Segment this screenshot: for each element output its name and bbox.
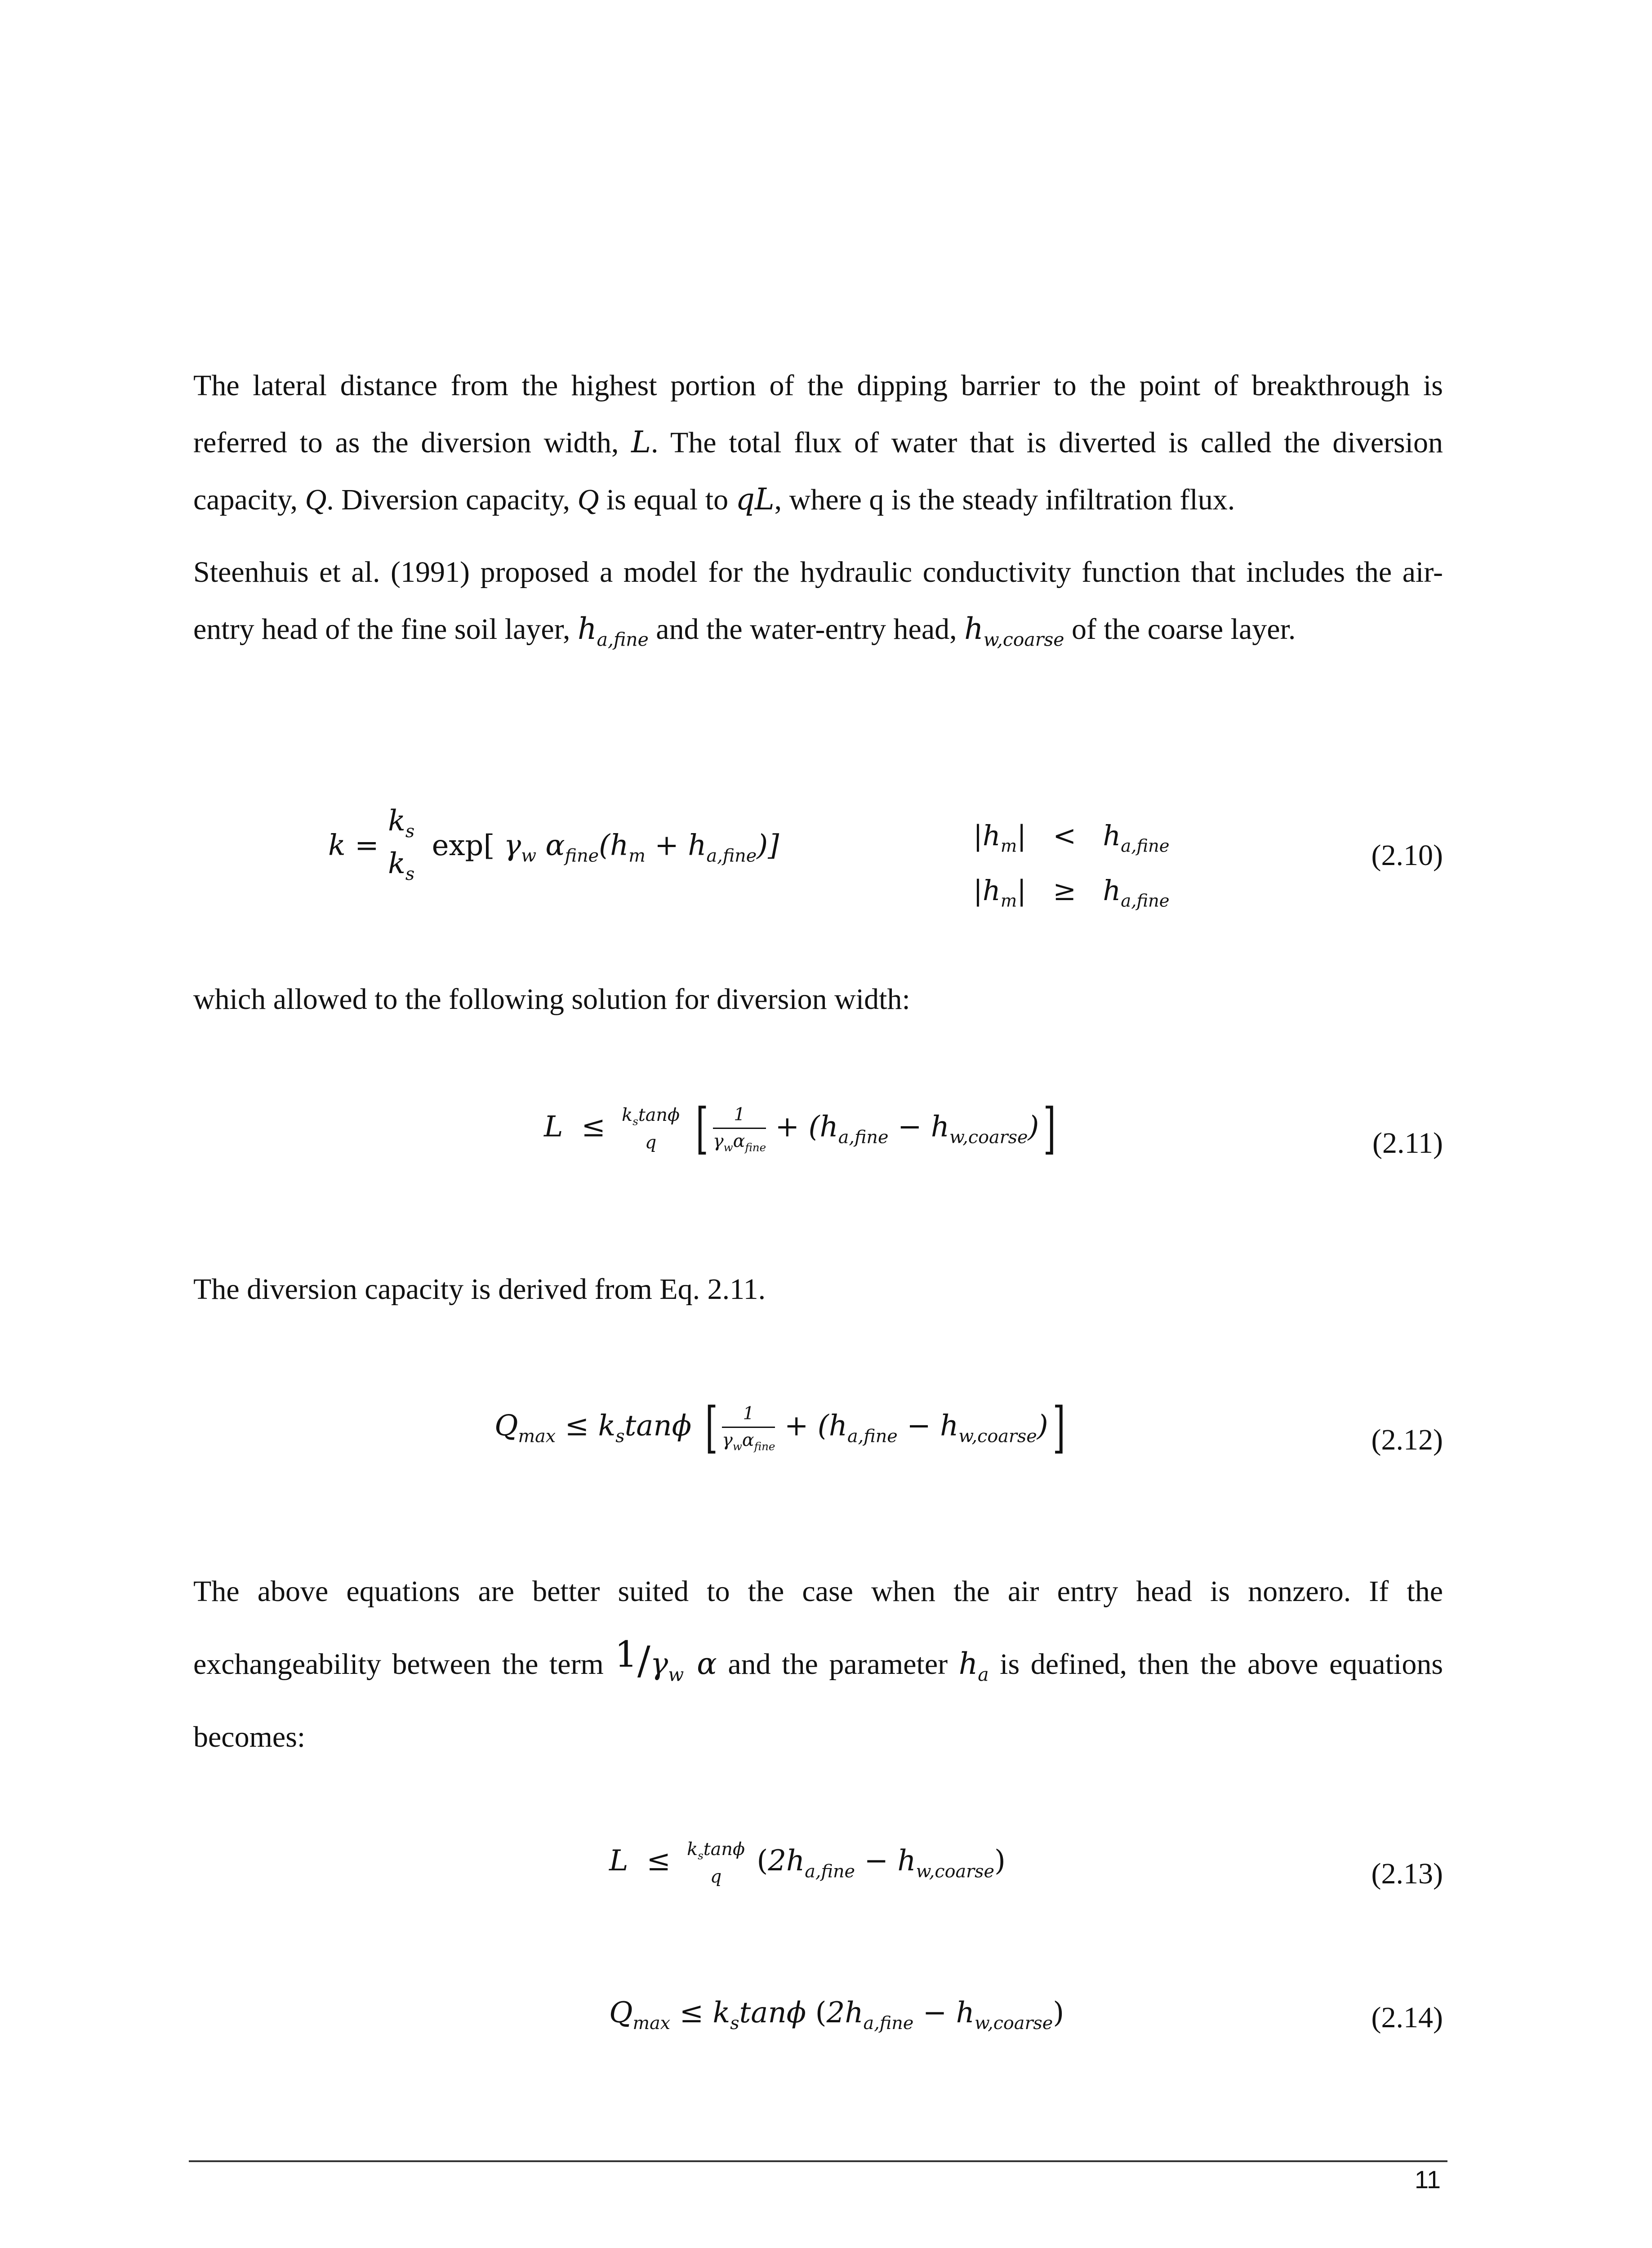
symbol-Q2: Q	[577, 483, 599, 516]
symbol-L: L	[631, 425, 651, 459]
equation-2-10: k = $k_s$ $k_s$ exp[ $\gamma_w$ $\alpha_{fine}(h_m + h_{a,fine})$]	[328, 804, 779, 885]
symbol-h-a: $h_a$	[958, 1646, 989, 1686]
paragraph-steenhuis	[193, 544, 1443, 668]
text-p5: The above equations are better suited to the case when the air entry head is nonzero. If the exchangeability between the term	[193, 1575, 1443, 1681]
equation-2-13: L ≤ $k_s\tan\phi$ q $(2h_{a,fine} - h_{w,coarse})$	[609, 1839, 1006, 1887]
text-p3: which allowed to the following solution for diversion width:	[193, 983, 910, 1016]
symbol-one-over-gamma-alpha: $1/\gamma_w$ α	[614, 1633, 717, 1686]
equation-2-10-conditions: $|h_m|$ < $h_{a,fine}$ $|h_m|$ ≥ $h_{a,fine}$	[973, 819, 1170, 911]
symbol-qL: qL	[735, 482, 775, 517]
text-p1d: is equal to	[606, 483, 729, 516]
text-p1c: . Diversion capacity,	[326, 483, 570, 516]
symbol-Q: Q	[305, 483, 327, 516]
paragraph-exchangeability	[193, 1560, 1443, 1769]
text-p1: The lateral distance from the highest portion of the dipping barrier to the point of breakthrough is referred to as the diversion width,	[193, 369, 1443, 459]
equation-2-14: $Q_{max} \le k_s\tan\phi$ $(2h_{a,fine} - h_{w,coarse})$	[609, 1996, 1064, 2034]
page-number: 11	[1414, 2165, 1441, 2194]
equation-number-2-11: (2.11)	[1372, 1127, 1443, 1160]
text-p2b: and the water-entry head,	[656, 613, 957, 646]
text-p1e: , where q is the steady infiltration flux.	[774, 483, 1235, 516]
paragraph-diversion-capacity	[193, 1261, 1443, 1318]
text-p2: Steenhuis et al. (1991) proposed a model for the hydraulic conductivity function that includes the air-entry head of the fine soil layer,	[193, 556, 1443, 646]
symbol-h-w-coarse: $h_{w,coarse}$	[964, 611, 1064, 651]
footer-rule	[189, 2160, 1447, 2162]
paragraph-diversion-width	[193, 357, 1443, 528]
equation-number-2-12: (2.12)	[1371, 1423, 1443, 1456]
equation-2-11: L ≤ $k_s\tan\phi$ q [ $\frac{1}{\gamma_w\alpha_{fine}}$ + $(h_{a,fine} - h_{w,coarse})$]	[544, 1097, 1056, 1160]
equation-number-2-10: (2.10)	[1371, 839, 1443, 872]
paragraph-solution	[193, 971, 1443, 1028]
text-p2c: of the coarse layer.	[1072, 613, 1296, 646]
symbol-h-a-fine: $h_{a,fine}$	[578, 611, 649, 651]
text-p5c: is defined, then the above equations becomes:	[193, 1647, 1443, 1754]
equation-number-2-13: (2.13)	[1371, 1857, 1443, 1890]
text-p4: The diversion capacity is derived from Eq. 2.11.	[193, 1273, 766, 1306]
text-p1b: . The total flux of water that is diverted is called the diversion capacity,	[193, 426, 1443, 516]
equation-2-12: $Q_{max} \le k_s\tan\phi$ [ $\frac{1}{\gamma_w\alpha_{fine}}$ + $(h_{a,fine} - h_{w,coarse})$]	[494, 1396, 1065, 1459]
equation-number-2-14: (2.14)	[1371, 2001, 1443, 2034]
text-p5b: and the parameter	[728, 1647, 948, 1681]
